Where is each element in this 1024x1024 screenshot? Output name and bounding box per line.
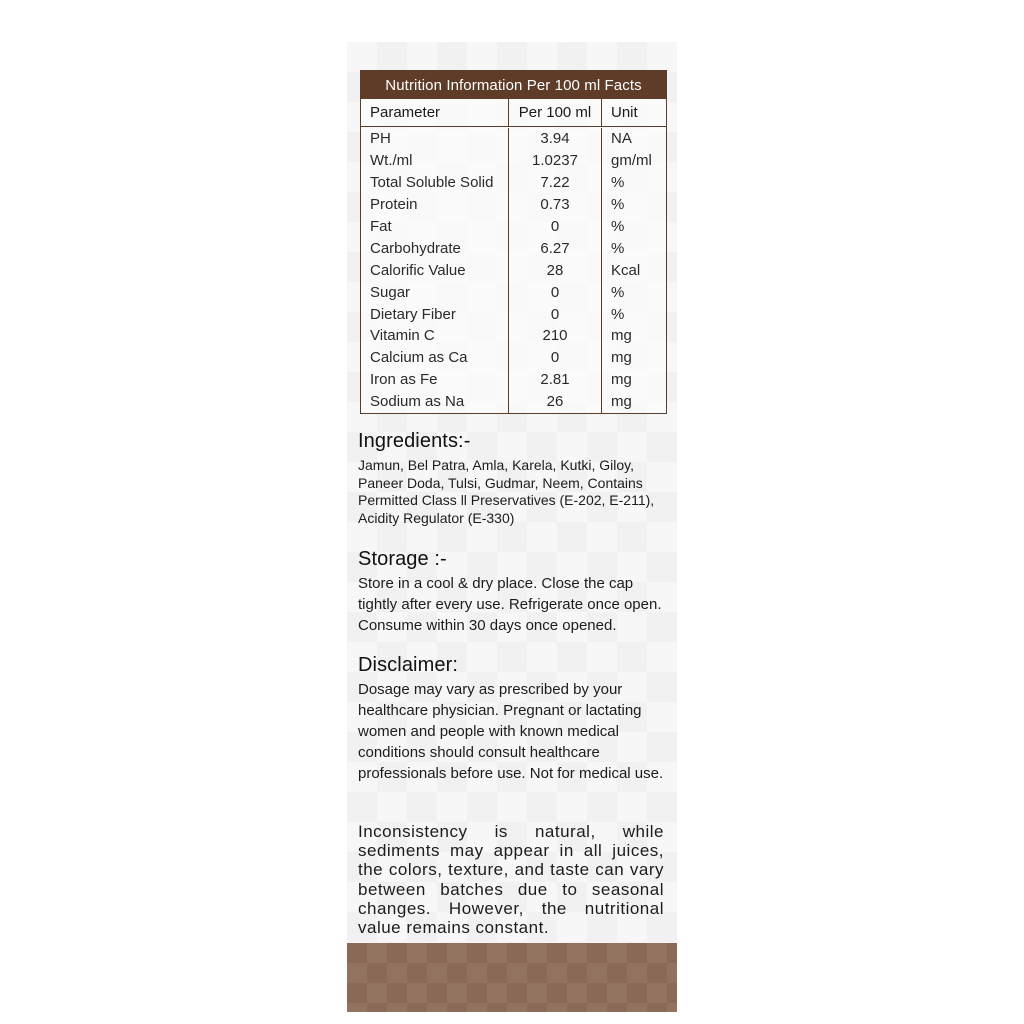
row-value: 28 — [509, 259, 602, 281]
storage-text: Store in a cool & dry place. Close the cap tightly after every use. Refrigerate once open. Consume within 30 days once opened. — [358, 575, 662, 634]
decorative-bottom-band — [347, 943, 677, 1012]
row-unit: % — [611, 305, 625, 323]
row-unit: % — [611, 283, 625, 301]
row-parameter: Dietary Fiber — [361, 303, 509, 325]
table-row — [361, 369, 666, 391]
row-parameter: Sodium as Na — [361, 391, 509, 413]
nutrition-table-body — [361, 127, 666, 413]
row-value: 0 — [509, 281, 602, 303]
row-value: 0 — [509, 303, 602, 325]
row-parameter: Carbohydrate — [361, 237, 509, 259]
header-unit: Unit — [611, 104, 638, 121]
row-value: 0 — [509, 347, 602, 369]
row-unit: % — [611, 218, 625, 235]
nutrition-table-title: Nutrition Information Per 100 ml Facts — [361, 71, 666, 99]
row-parameter: Iron as Fe — [361, 369, 509, 391]
table-row — [361, 216, 666, 238]
ingredients-heading: Ingredients:- — [358, 430, 471, 452]
table-row — [361, 194, 666, 216]
storage-section — [358, 548, 673, 636]
row-value: 0 — [509, 216, 602, 238]
table-row — [361, 150, 666, 172]
ingredients-text: Jamun, Bel Patra, Amla, Karela, Kutki, Giloy, Paneer Doda, Tulsi, Gudmar, Neem, Contains Permitted Class ll Preservatives (E-202, E-211), Acidity Regulator (E-330) — [358, 457, 655, 526]
row-unit: % — [611, 174, 625, 192]
row-parameter: Calcium as Ca — [361, 347, 509, 369]
row-value: 6.27 — [509, 237, 602, 259]
row-value: 26 — [509, 391, 602, 413]
table-row — [361, 325, 666, 347]
consistency-note: Inconsistency is natural, while sediments may appear in all juices, the colors, texture, and taste can vary between batches due to seasonal changes. However, the nutritional value remains constant. — [358, 822, 664, 938]
disclaimer-text: Dosage may vary as prescribed by your healthcare physician. Pregnant or lactating women and people with known medical conditions should consult healthcare professionals before use. Not for medical use. — [358, 681, 664, 782]
row-parameter: PH — [361, 128, 509, 150]
row-value: 2.81 — [509, 369, 602, 391]
row-value: 0.73 — [509, 194, 602, 216]
row-parameter: Calorific Value — [361, 259, 509, 281]
ingredients-section — [358, 430, 673, 527]
table-row — [361, 259, 666, 281]
row-parameter: Sugar — [361, 281, 509, 303]
row-unit: gm/ml — [611, 152, 652, 170]
nutrition-table — [360, 70, 667, 414]
table-row — [361, 237, 666, 259]
row-value: 3.94 — [509, 128, 602, 150]
row-parameter: Vitamin C — [361, 325, 509, 347]
header-per-100ml: Per 100 ml — [509, 99, 602, 126]
table-row — [361, 281, 666, 303]
row-value: 210 — [509, 325, 602, 347]
row-parameter: Wt./ml — [361, 150, 509, 172]
row-unit: mg — [611, 393, 632, 411]
header-parameter: Parameter — [361, 99, 509, 126]
row-value: 7.22 — [509, 172, 602, 194]
row-unit: % — [611, 196, 625, 214]
table-row — [361, 303, 666, 325]
disclaimer-section — [358, 654, 673, 784]
nutrition-table-header — [361, 99, 666, 127]
row-unit: mg — [611, 327, 632, 345]
row-parameter: Fat — [361, 216, 509, 238]
row-parameter: Protein — [361, 194, 509, 216]
storage-heading: Storage :- — [358, 548, 447, 570]
disclaimer-heading: Disclaimer: — [358, 654, 458, 676]
row-unit: mg — [611, 349, 632, 367]
row-value: 1.0237 — [509, 150, 602, 172]
table-row — [361, 347, 666, 369]
table-row — [361, 128, 666, 150]
product-label-panel — [347, 42, 677, 1012]
row-unit: NA — [611, 130, 632, 148]
table-row — [361, 172, 666, 194]
table-row — [361, 391, 666, 413]
row-unit: mg — [611, 371, 632, 389]
row-unit: % — [611, 239, 625, 257]
row-unit: Kcal — [611, 261, 641, 279]
row-parameter: Total Soluble Solid — [361, 172, 509, 194]
